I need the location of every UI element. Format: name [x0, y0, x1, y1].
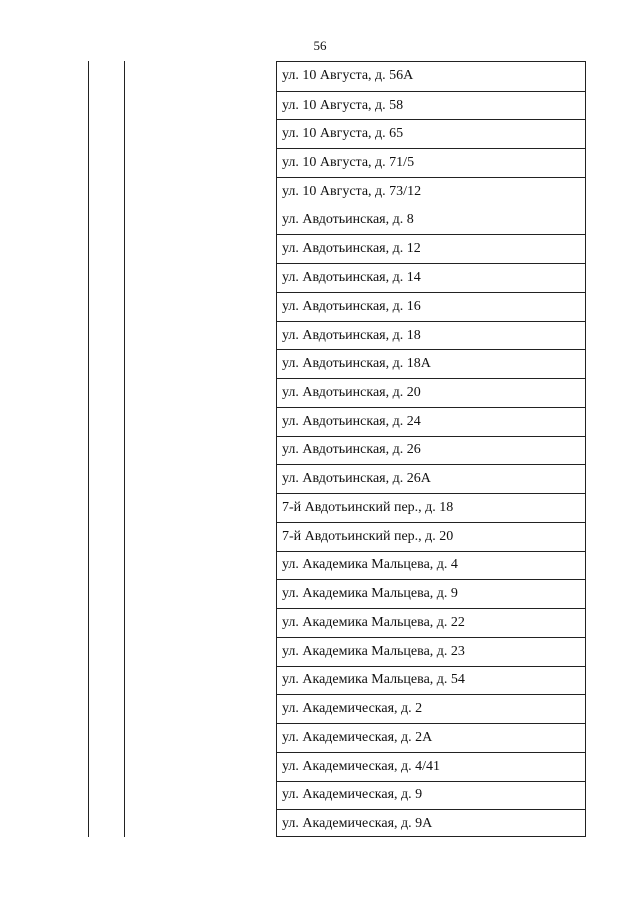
- address-cell: ул. Авдотьинская, д. 12: [282, 241, 421, 257]
- table-row: [277, 148, 585, 177]
- table-row: [277, 349, 585, 378]
- address-cell: ул. Авдотьинская, д. 18: [282, 327, 421, 343]
- address-cell: ул. Авдотьинская, д. 20: [282, 385, 421, 400]
- table-column-divider: [124, 61, 125, 837]
- address-cell: ул. 10 Августа, д. 58: [282, 97, 404, 113]
- table-row: [277, 694, 585, 723]
- table-row: [277, 407, 585, 436]
- address-column: [276, 61, 586, 837]
- address-cell: ул. Академика Мальцева, д. 4: [282, 557, 458, 573]
- table-row: [277, 177, 585, 206]
- page-number: 56: [313, 38, 327, 53]
- address-cell: ул. Академическая, д. 9А: [282, 816, 433, 832]
- table-row: [277, 752, 585, 781]
- address-cell: ул. Академика Мальцева, д. 54: [282, 672, 465, 688]
- address-table: [88, 61, 587, 837]
- address-cell: 7-й Авдотьинский пер., д. 20: [282, 528, 454, 544]
- table-row: [277, 436, 585, 465]
- table-row: [277, 666, 585, 695]
- table-row: [277, 263, 585, 292]
- table-row: [277, 723, 585, 752]
- address-cell: ул. 10 Августа, д. 65: [282, 126, 404, 142]
- address-cell: ул. Академическая, д. 2: [282, 701, 423, 717]
- table-row: [277, 321, 585, 350]
- address-cell: ул. 10 Августа, д. 56А: [282, 68, 414, 84]
- address-cell: ул. 10 Августа, д. 73/12: [282, 183, 422, 199]
- address-cell: ул. Авдотьинская, д. 26А: [282, 471, 431, 487]
- table-row: [277, 119, 585, 148]
- address-cell: ул. Академическая, д. 2А: [282, 729, 433, 745]
- address-cell: 7-й Авдотьинский пер., д. 18: [282, 499, 454, 515]
- address-cell: ул. Академика Мальцева, д. 9: [282, 586, 458, 602]
- address-cell: ул. Академика Мальцева, д. 23: [282, 643, 465, 659]
- table-row: [277, 551, 585, 580]
- table-row: [277, 608, 585, 637]
- address-cell: ул. Авдотьинская, д. 14: [282, 270, 421, 286]
- table-row: [277, 637, 585, 666]
- table-row: [277, 378, 585, 407]
- table-row: [277, 522, 585, 551]
- table-row: [277, 464, 585, 493]
- address-cell: ул. Авдотьинская, д. 24: [282, 413, 421, 429]
- table-row: [277, 206, 585, 235]
- table-row: [277, 62, 585, 91]
- address-cell: ул. Академическая, д. 4/41: [282, 758, 441, 774]
- address-cell: ул. Авдотьинская, д. 18А: [282, 356, 431, 372]
- table-row: [277, 781, 585, 810]
- address-cell: ул. 10 Августа, д. 71/5: [282, 155, 415, 171]
- address-cell: ул. Авдотьинская, д. 16: [282, 298, 421, 314]
- table-row: [277, 579, 585, 608]
- address-cell: ул. Авдотьинская, д. 26: [282, 442, 421, 458]
- table-left-border: [88, 61, 89, 837]
- table-row: [277, 292, 585, 321]
- address-cell: ул. Академическая, д. 9: [282, 787, 423, 803]
- table-row: [277, 234, 585, 263]
- table-row: [277, 91, 585, 120]
- table-row: [277, 809, 585, 838]
- table-row: [277, 493, 585, 522]
- address-cell: ул. Академика Мальцева, д. 22: [282, 614, 465, 630]
- address-cell: ул. Авдотьинская, д. 8: [282, 212, 414, 228]
